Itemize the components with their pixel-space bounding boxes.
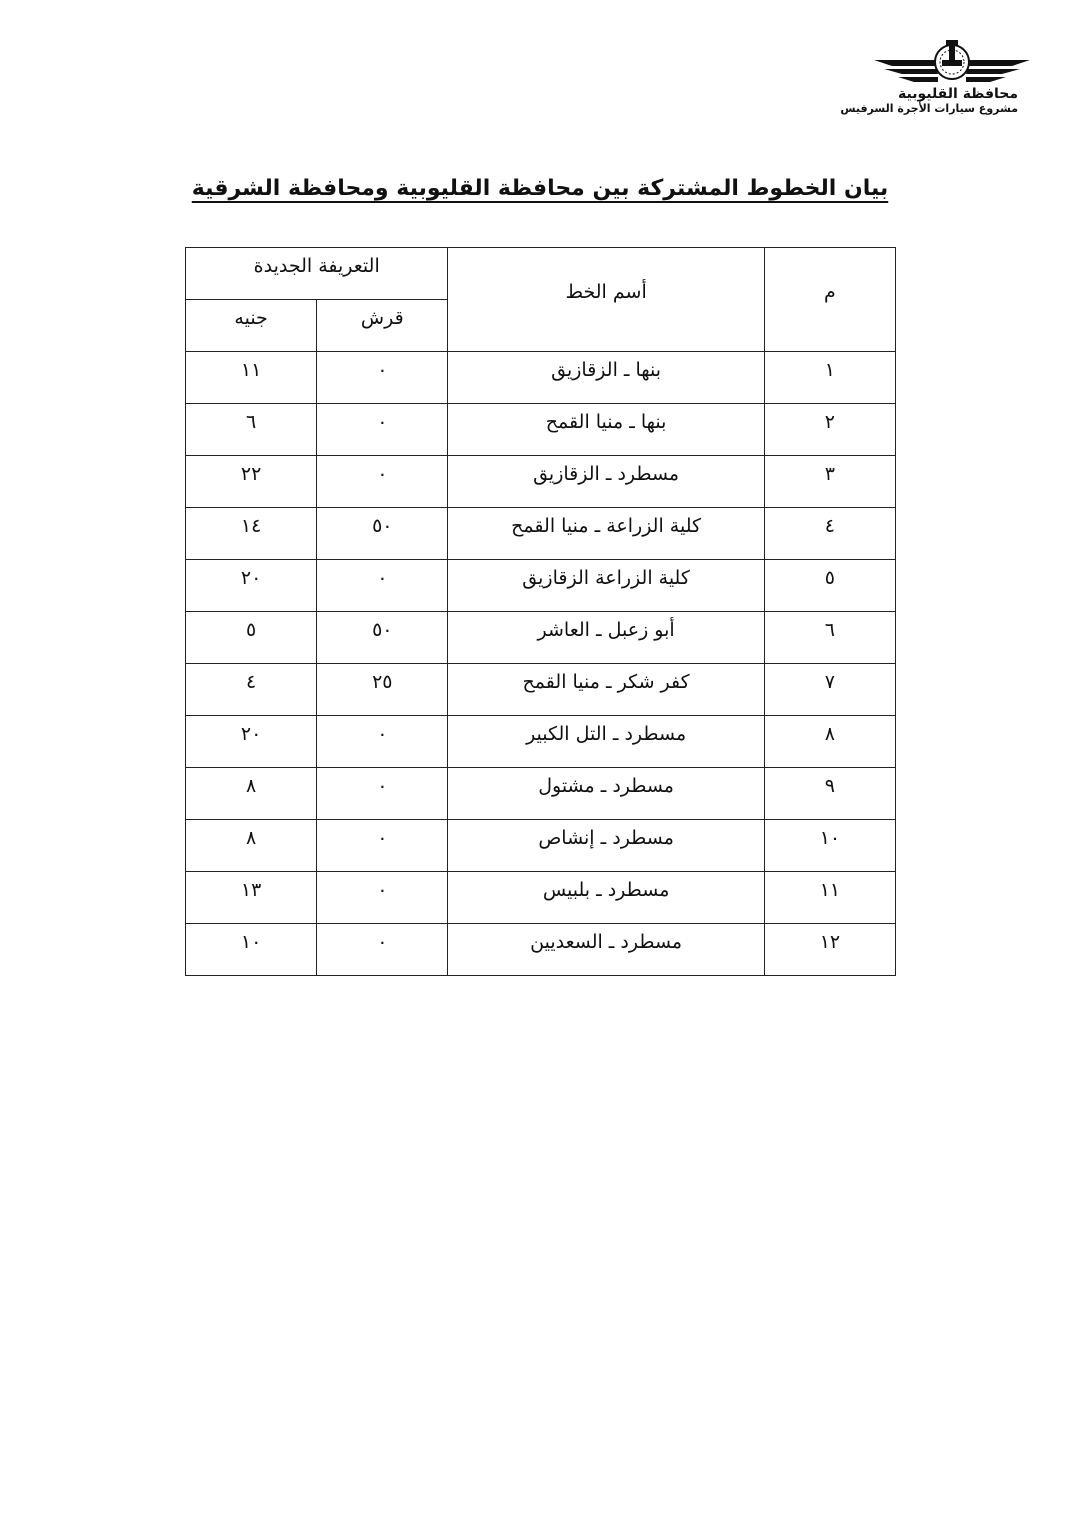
routes-table (185, 247, 896, 976)
table-row (186, 612, 896, 664)
row-piaster: ٠ (317, 716, 448, 768)
row-route-name: بنها ـ الزقازيق (448, 352, 764, 404)
header-piaster: قرش (317, 300, 448, 352)
row-route-name: مسطرد ـ إنشاص (448, 820, 764, 872)
row-piaster: ٢٥ (317, 664, 448, 716)
row-piaster: ٠ (317, 560, 448, 612)
row-index: ٣ (764, 456, 895, 508)
table-row (186, 508, 896, 560)
row-index: ٥ (764, 560, 895, 612)
table-row (186, 768, 896, 820)
logo-project-name: مشروع سيارات الأجرة السرفيس (840, 102, 1018, 115)
row-pound: ٢٠ (186, 560, 317, 612)
document-title (180, 176, 900, 201)
row-route-name: أبو زعبل ـ العاشر (448, 612, 764, 664)
table-row (186, 352, 896, 404)
header-index: م (764, 248, 895, 352)
row-piaster: ٠ (317, 872, 448, 924)
wings-emblem-icon (872, 38, 1032, 88)
row-index: ٦ (764, 612, 895, 664)
row-route-name: كلية الزراعة الزقازيق (448, 560, 764, 612)
row-pound: ٨ (186, 820, 317, 872)
document-title-text: بيان الخطوط المشتركة بين محافظة القليوبية ومحافظة الشرقية (191, 176, 889, 201)
row-index: ٧ (764, 664, 895, 716)
row-piaster: ٠ (317, 404, 448, 456)
table-row (186, 924, 896, 976)
row-piaster: ٠ (317, 456, 448, 508)
row-piaster: ٥٠ (317, 612, 448, 664)
row-pound: ٢٢ (186, 456, 317, 508)
header-new-tariff: التعريفة الجديدة (186, 248, 448, 300)
row-pound: ٨ (186, 768, 317, 820)
table-row (186, 456, 896, 508)
header-pound: جنيه (186, 300, 317, 352)
row-pound: ١٤ (186, 508, 317, 560)
row-pound: ١٣ (186, 872, 317, 924)
row-index: ٨ (764, 716, 895, 768)
table-row (186, 664, 896, 716)
row-route-name: مسطرد ـ السعديين (448, 924, 764, 976)
row-piaster: ٠ (317, 352, 448, 404)
row-pound: ٢٠ (186, 716, 317, 768)
row-index: ١١ (764, 872, 895, 924)
row-pound: ٤ (186, 664, 317, 716)
table-row (186, 560, 896, 612)
row-route-name: مسطرد ـ التل الكبير (448, 716, 764, 768)
table-row (186, 404, 896, 456)
row-pound: ٦ (186, 404, 317, 456)
table-row (186, 872, 896, 924)
header-route-name: أسم الخط (448, 248, 764, 352)
row-route-name: بنها ـ منيا القمح (448, 404, 764, 456)
row-pound: ٥ (186, 612, 317, 664)
row-pound: ١٠ (186, 924, 317, 976)
row-route-name: كفر شكر ـ منيا القمح (448, 664, 764, 716)
table-row (186, 820, 896, 872)
row-piaster: ٠ (317, 820, 448, 872)
row-index: ١ (764, 352, 895, 404)
row-pound: ١١ (186, 352, 317, 404)
governorate-logo (840, 38, 1048, 120)
row-index: ٤ (764, 508, 895, 560)
row-piaster: ٥٠ (317, 508, 448, 560)
row-route-name: مسطرد ـ الزقازيق (448, 456, 764, 508)
row-index: ١٢ (764, 924, 895, 976)
row-index: ٩ (764, 768, 895, 820)
row-piaster: ٠ (317, 924, 448, 976)
row-index: ١٠ (764, 820, 895, 872)
routes-table-body (186, 352, 896, 976)
logo-governorate-name: محافظة القليوبية (898, 86, 1018, 102)
row-index: ٢ (764, 404, 895, 456)
row-route-name: كلية الزراعة ـ منيا القمح (448, 508, 764, 560)
row-piaster: ٠ (317, 768, 448, 820)
table-row (186, 716, 896, 768)
row-route-name: مسطرد ـ مشتول (448, 768, 764, 820)
row-route-name: مسطرد ـ بلبيس (448, 872, 764, 924)
